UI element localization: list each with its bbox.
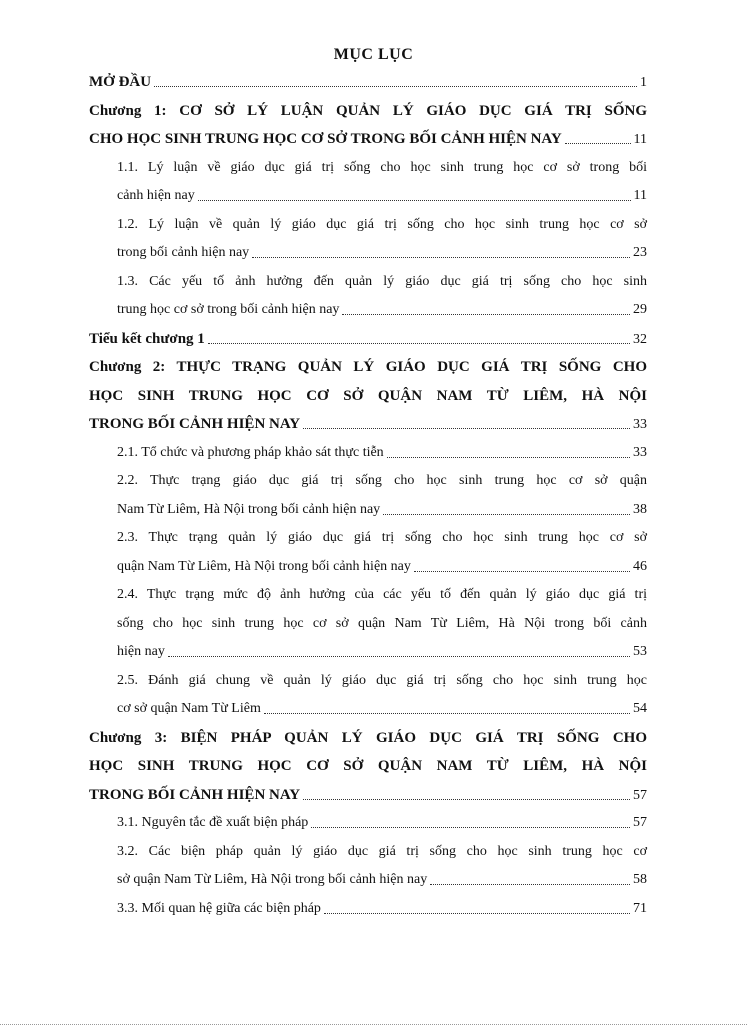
toc-entry xyxy=(89,838,647,867)
toc-entry-page: 57 xyxy=(633,815,647,830)
toc-entry-text: TRONG BỐI CẢNH HIỆN NAY xyxy=(89,786,301,803)
toc-entry-text: 2.1. Tổ chức và phương pháp khảo sát thực tiễn xyxy=(117,444,384,460)
dot-leader xyxy=(154,85,637,87)
toc-entry xyxy=(89,125,647,154)
toc-entry-text: 2.3. Thực trạng quản lý giáo dục giá trị sống cho học sinh trung học cơ sở xyxy=(117,530,647,545)
toc-entry-text: HỌC SINH TRUNG HỌC CƠ SỞ QUẬN NAM TỪ LIÊM, HÀ NỘI xyxy=(89,758,647,774)
toc-entry xyxy=(89,724,647,753)
toc-entry-text: sở quận Nam Từ Liêm, Hà Nội trong bối cảnh hiện nay xyxy=(117,872,428,887)
toc-entry xyxy=(89,695,647,724)
toc-entry-page: 23 xyxy=(633,245,647,260)
toc-entry-text: 3.3. Mối quan hệ giữa các biện pháp xyxy=(117,900,321,916)
toc-entry xyxy=(89,182,647,211)
toc-entry-text: sống cho học sinh trung học cơ sở quận Nam Từ Liêm, Hà Nội trong bối cảnh xyxy=(117,615,647,631)
dot-leader xyxy=(252,256,630,258)
toc-entry xyxy=(89,895,647,924)
toc-entry xyxy=(89,325,647,354)
dot-leader xyxy=(414,570,630,572)
toc-entry-page: 71 xyxy=(633,900,647,916)
toc-title: MỤC LỤC xyxy=(333,46,414,63)
dot-leader xyxy=(387,456,630,458)
toc-entry-text: Chương 2: THỰC TRẠNG QUẢN LÝ GIÁO DỤC GIÁ TRỊ SỐNG CHO xyxy=(89,359,647,375)
toc-entry-page: 53 xyxy=(633,644,647,659)
toc-entry xyxy=(89,211,647,240)
toc-entry xyxy=(89,496,647,525)
toc-entry xyxy=(89,68,647,97)
toc-entry xyxy=(89,154,647,183)
toc-entry-text: 1.1. Lý luận về giáo dục giá trị sống cho học sinh trung học cơ sở trong bối xyxy=(117,159,647,175)
toc-entry xyxy=(89,268,647,297)
toc-entry-text: cơ sở quận Nam Từ Liêm xyxy=(117,701,261,716)
toc-entry-page: 46 xyxy=(633,558,647,574)
toc-entry xyxy=(89,467,647,496)
toc-entry xyxy=(89,296,647,325)
toc-entry xyxy=(89,610,647,639)
toc-entry-text: 2.5. Đánh giá chung về quản lý giáo dục giá trị sống cho học sinh trung học xyxy=(117,672,647,688)
toc-entry xyxy=(89,410,647,439)
toc-entry-page: 57 xyxy=(633,787,647,803)
toc-entry-text: trong bối cảnh hiện nay xyxy=(117,245,250,260)
toc-entry-text: 2.4. Thực trạng mức độ ảnh hưởng của các yếu tố đến quản lý giáo dục giá trị xyxy=(117,587,647,602)
toc-entry-page: 54 xyxy=(633,701,647,716)
dot-leader xyxy=(324,912,630,914)
toc-entry-text: HỌC SINH TRUNG HỌC CƠ SỞ QUẬN NAM TỪ LIÊM, HÀ NỘI xyxy=(89,387,647,404)
toc-entry xyxy=(89,638,647,667)
toc-entry-text: CHO HỌC SINH TRUNG HỌC CƠ SỞ TRONG BỐI CẢNH HIỆN NAY xyxy=(89,131,562,147)
dot-leader xyxy=(208,342,630,344)
toc-entry xyxy=(89,553,647,582)
dot-leader xyxy=(198,199,631,201)
dot-leader xyxy=(303,427,630,429)
toc-entry-text: 3.2. Các biện pháp quản lý giáo dục giá trị sống cho học sinh trung học cơ xyxy=(117,843,647,859)
toc-entry xyxy=(89,781,647,810)
toc-entry-text: hiện nay xyxy=(117,644,165,659)
dot-leader xyxy=(264,712,630,714)
toc-entry-text: 1.3. Các yếu tố ảnh hưởng đến quản lý giáo dục giá trị sống cho học sinh xyxy=(117,273,647,289)
dot-leader xyxy=(342,313,630,315)
toc-entry xyxy=(89,752,647,781)
toc-entry-text: Tiểu kết chương 1 xyxy=(89,330,205,347)
toc-entry-page: 38 xyxy=(633,501,647,517)
dot-leader xyxy=(383,513,630,515)
toc-entry xyxy=(89,97,647,126)
toc-entry-text: cảnh hiện nay xyxy=(117,188,195,203)
page-bottom-edge xyxy=(0,1024,747,1026)
toc-entry-page: 11 xyxy=(633,188,647,203)
dot-leader xyxy=(168,655,630,657)
toc-entry-text: Chương 1: CƠ SỞ LÝ LUẬN QUẢN LÝ GIÁO DỤC GIÁ TRỊ SỐNG xyxy=(89,102,647,119)
dot-leader xyxy=(430,883,630,885)
toc-entry xyxy=(89,809,647,838)
toc-entry-page: 33 xyxy=(633,444,647,460)
toc-entry-text: Nam Từ Liêm, Hà Nội trong bối cảnh hiện nay xyxy=(117,501,381,517)
table-of-contents xyxy=(89,68,647,923)
toc-entry xyxy=(89,382,647,411)
toc-entry xyxy=(89,524,647,553)
dot-leader xyxy=(565,142,631,144)
toc-entry-page: 33 xyxy=(633,417,647,432)
toc-entry-text: quận Nam Từ Liêm, Hà Nội trong bối cảnh hiện nay xyxy=(117,558,411,574)
toc-entry-page: 1 xyxy=(640,75,647,90)
toc-entry xyxy=(89,239,647,268)
dot-leader xyxy=(311,826,630,828)
toc-entry-text: 2.2. Thực trạng giáo dục giá trị sống cho học sinh trung học cơ sở quận xyxy=(117,473,647,488)
toc-entry xyxy=(89,439,647,468)
toc-entry-text: 1.2. Lý luận về quản lý giáo dục giá trị sống cho học sinh trung học cơ sở xyxy=(117,216,647,232)
toc-entry xyxy=(89,667,647,696)
toc-entry-page: 58 xyxy=(633,872,647,887)
toc-entry-text: Chương 3: BIỆN PHÁP QUẢN LÝ GIÁO DỤC GIÁ TRỊ SỐNG CHO xyxy=(89,729,647,746)
toc-entry-page: 32 xyxy=(633,331,647,347)
dot-leader xyxy=(303,798,630,800)
toc-entry-text: trung học cơ sở trong bối cảnh hiện nay xyxy=(117,302,340,317)
toc-entry-text: TRONG BỐI CẢNH HIỆN NAY xyxy=(89,416,301,432)
toc-entry-page: 29 xyxy=(633,302,647,317)
toc-entry xyxy=(89,353,647,382)
toc-entry xyxy=(89,866,647,895)
toc-entry-text: MỞ ĐẦU xyxy=(89,74,152,90)
toc-entry-text: 3.1. Nguyên tắc đề xuất biện pháp xyxy=(117,815,309,830)
toc-entry-page: 11 xyxy=(633,132,647,147)
toc-entry xyxy=(89,581,647,610)
